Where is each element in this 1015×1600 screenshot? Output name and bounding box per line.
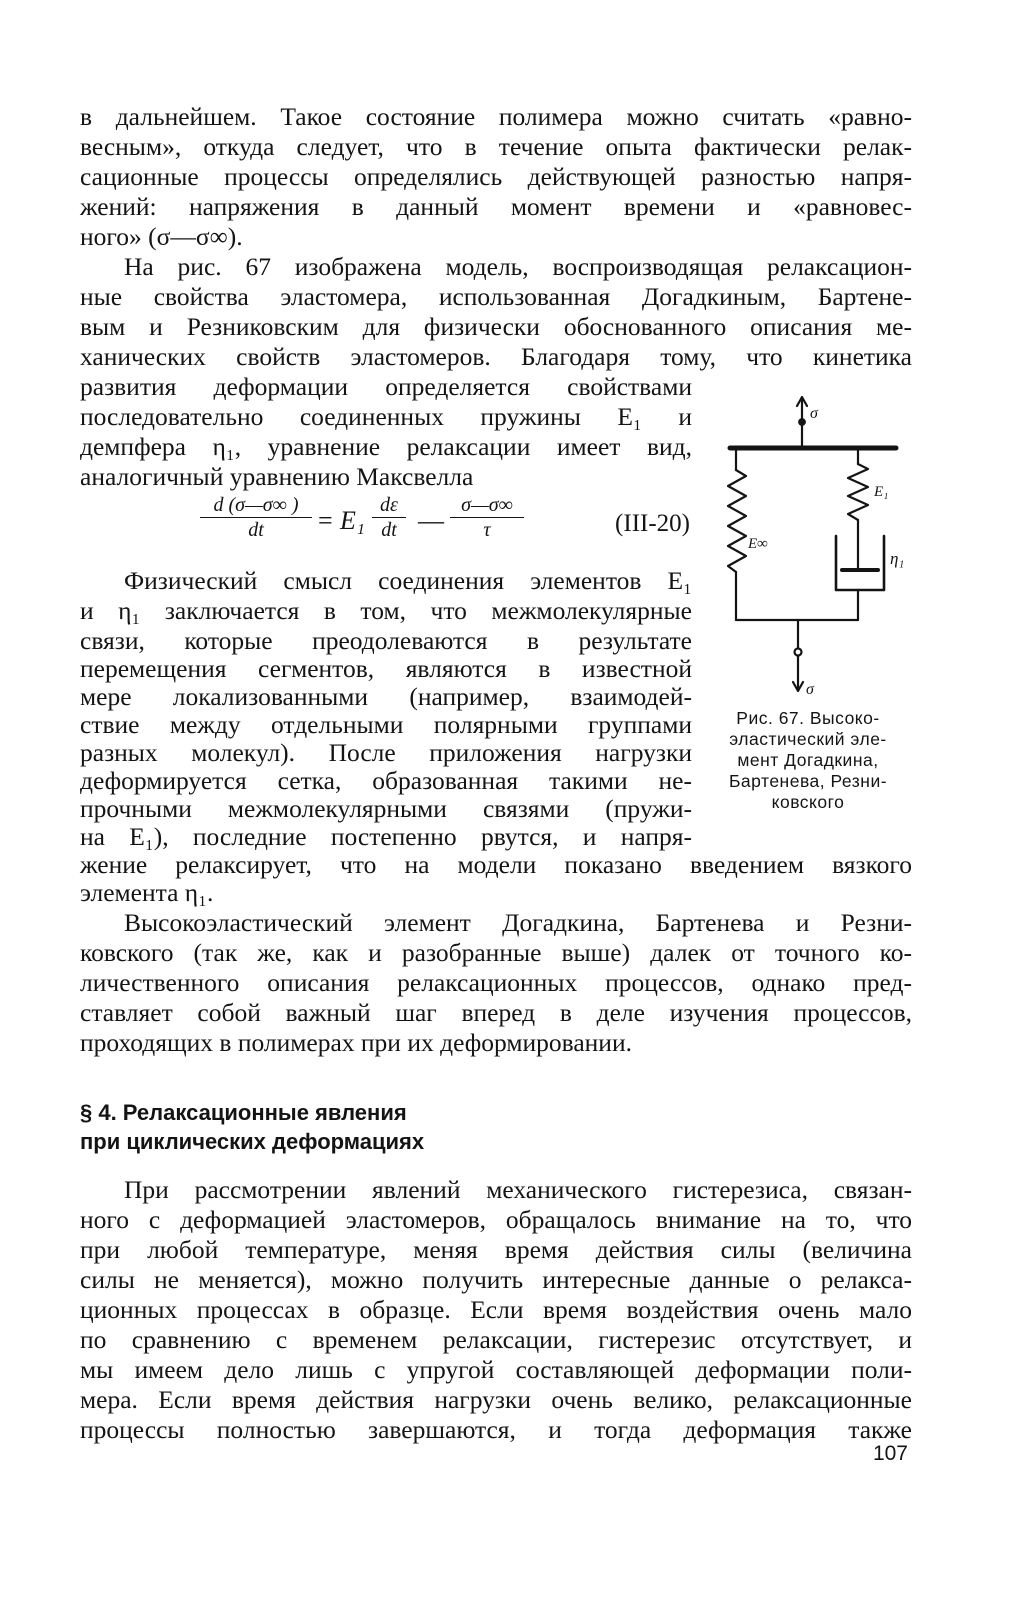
- sigma-top-label: σ: [810, 405, 818, 422]
- text-line: элемента η₁.: [80, 878, 214, 907]
- eta1-label: η₁: [890, 549, 905, 568]
- equation-lhs-fraction: [200, 494, 312, 542]
- text-line: аналогичный уравнению Максвелла: [80, 462, 474, 491]
- text-line: разных молекул). После приложения нагрузки: [80, 738, 692, 767]
- section-heading-line-2: при циклических деформациях: [80, 1129, 425, 1154]
- equation-lhs-denominator: dt: [248, 519, 264, 541]
- text-line: связи, которые преодолеваются в результате: [80, 626, 692, 655]
- equation-iii-20: [200, 492, 690, 552]
- equation-derivative-fraction: [372, 494, 406, 542]
- text-line: на E₁), последние постепенно рвутся, и напря-: [80, 822, 692, 851]
- spring-e-infinity: [728, 470, 746, 572]
- equation-lhs-numerator: d (σ—σ∞ ): [200, 494, 312, 518]
- text-line: ствие между отдельными полярными группами: [80, 710, 692, 739]
- caption-line: эластический эле-: [729, 729, 887, 749]
- text-line: процессы полностью завершаются, и тогда деформация также: [80, 1415, 912, 1444]
- text-line: Физический смысл соединения элементов E₁: [124, 566, 692, 595]
- sigma-bottom-label: σ: [806, 681, 814, 698]
- e1-label: E₁: [874, 484, 889, 500]
- text-line: мера. Если время действия нагрузки очень велико, релаксационные: [80, 1385, 912, 1414]
- damper-cylinder: [836, 536, 884, 590]
- text-line: ционных процессах в образце. Если время воздействия очень мало: [80, 1295, 912, 1324]
- bottom-rod-joint: [795, 649, 802, 656]
- text-line: в дальнейшем. Такое состояние полимера можно считать «равно-: [80, 102, 912, 131]
- figure-67-caption: [708, 708, 908, 813]
- text-line: по сравнению с временем релаксации, гистерезис отсутствует, и: [80, 1325, 912, 1354]
- caption-line: ковского: [771, 792, 845, 812]
- e-infinity-label: E∞: [748, 536, 768, 552]
- text-line: силы не меняется), можно получить интересные данные о релакса-: [80, 1265, 912, 1294]
- text-line: ные свойства эластомера, использованная Догадкиным, Бартене-: [80, 282, 912, 311]
- text-line: весным», откуда следует, что в течение опыта фактически релак-: [80, 132, 912, 161]
- equation-minus: —: [418, 506, 444, 535]
- equation-rhs-denominator: τ: [483, 519, 491, 541]
- text-line: последовательно соединенных пружины E₁ и: [80, 402, 692, 431]
- text-line: ковского (так же, как и разобранные выше) далек от точного ко-: [80, 938, 912, 967]
- text-line: жение релаксирует, что на модели показано введением вязкого: [80, 850, 912, 879]
- text-line: вым и Резниковским для физически обоснованного описания ме-: [80, 312, 912, 341]
- text-line: при любой температуре, меняя время действия силы (величина: [80, 1235, 912, 1264]
- text-line: проходящих в полимерах при их деформировании.: [80, 1028, 632, 1057]
- spring-e1: [848, 464, 868, 520]
- equation-derivative-denominator: dt: [381, 519, 397, 541]
- text-line: мы имеем дело лишь с упругой составляющей деформации поли-: [80, 1355, 912, 1384]
- text-line: и η₁ заключается в том, что межмолекулярные: [80, 596, 692, 625]
- text-line: ного с деформацией эластомеров, обращалось внимание на то, что: [80, 1205, 912, 1234]
- top-rod-joint: [799, 419, 805, 425]
- caption-line: мент Догадкина,: [737, 750, 879, 770]
- equation-number: (III-20): [615, 510, 690, 537]
- text-line: сационные процессы определялись действующей разностью напря-: [80, 162, 912, 191]
- text-line: прочными межмолекулярными связями (пружи-: [80, 794, 692, 823]
- text-line: личественного описания релаксационных процессов, однако пред-: [80, 968, 912, 997]
- text-line: жений: напряжения в данный момент времени и «равновес-: [80, 192, 912, 221]
- caption-line: Бартенева, Резни-: [728, 771, 888, 791]
- section-heading: [80, 1098, 424, 1156]
- caption-line: Рис. 67. Высоко-: [736, 708, 880, 728]
- text-line: демпфера η₁, уравнение релаксации имеет вид,: [80, 432, 692, 461]
- equation-coefficient: E₁: [340, 506, 365, 535]
- text-line: На рис. 67 изображена модель, воспроизводящая релаксацион-: [124, 252, 912, 281]
- equation-rhs-fraction: [450, 494, 524, 542]
- text-line: мере локализованными (например, взаимодей-: [80, 682, 692, 711]
- page-number: 107: [872, 1442, 908, 1465]
- text-line: ного» (σ—σ∞).: [80, 222, 243, 251]
- equation-equals: =: [318, 506, 333, 535]
- text-line: Высокоэластический элемент Догадкина, Бартенева и Резни-: [124, 908, 912, 937]
- equation-derivative-numerator: dε: [372, 494, 406, 518]
- text-line: При рассмотрении явлений механического гистерезиса, связан-: [124, 1175, 912, 1204]
- text-line: деформируется сетка, образованная такими не-: [80, 766, 692, 795]
- text-line: развития деформации определяется свойствами: [80, 372, 692, 401]
- text-line: ставляет собой важный шаг вперед в деле изучения процессов,: [80, 998, 912, 1027]
- figure-67-model-diagram: [718, 394, 918, 699]
- section-heading-line-1: § 4. Релаксационные явления: [80, 1100, 407, 1125]
- text-line: ханических свойств эластомеров. Благодаря тому, что кинетика: [80, 342, 912, 371]
- text-line: перемещения сегментов, являются в известной: [80, 654, 692, 683]
- equation-rhs-numerator: σ—σ∞: [450, 494, 524, 518]
